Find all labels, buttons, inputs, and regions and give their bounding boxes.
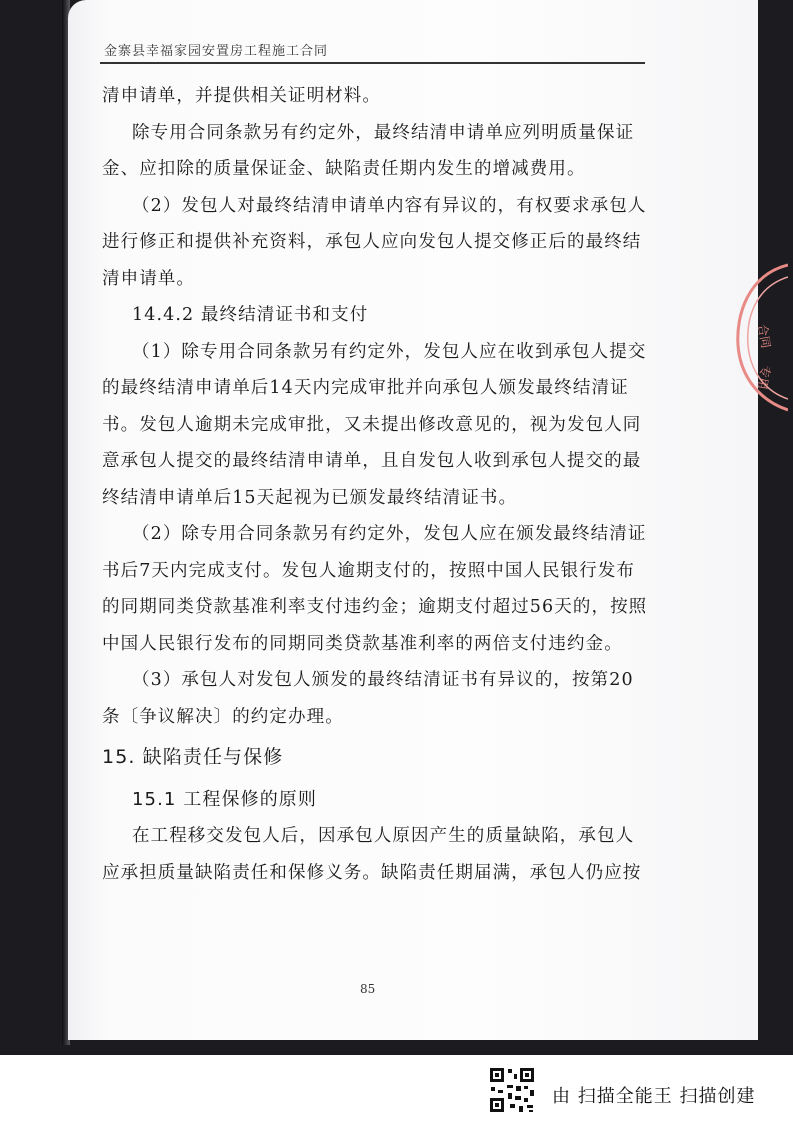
section-15-1-heading: 15.1 工程保修的原则	[132, 788, 317, 810]
header-rule	[100, 62, 645, 64]
svg-text:合同: 合同	[755, 323, 774, 350]
running-header: 金寨县幸福家园安置房工程施工合同	[104, 44, 329, 59]
paragraph-clause-1-approval: （1）除专用合同条款另有约定外，发包人应在收到承包人提交的最终结清申请单后14天内完成审批并向承包人颁发最终结清证书。发包人逾期未完成审批，又未提出修改意见的，视为发包人同意承包人提交的最终结清申请单，且自发包人收到承包人提交的最终结清申请单后15天起视为已颁发最终结清证书。	[102, 341, 647, 508]
body-text	[102, 78, 650, 891]
paragraph-warranty-principle: 在工程移交发包人后，因承包人原因产生的质量缺陷，承包人应承担质量缺陷责任和保修义务。缺陷责任期届满，承包人仍应按	[102, 826, 642, 883]
paragraph-clause-3-dispute: （3）承包人对发包人颁发的最终结清证书有异议的，按第20条〔争议解决〕的约定办理。	[102, 670, 634, 727]
svg-text:专用: 专用	[754, 364, 773, 391]
clause-14-4-2-heading: 14.4.2 最终结清证书和支付	[132, 305, 369, 325]
paragraph-final-settlement-list: 除专用合同条款另有约定外，最终结清申请单应列明质量保证金、应扣除的质量保证金、缺陷责任期内发生的增减费用。	[102, 122, 635, 179]
scanner-watermark: 由 扫描全能王 扫描创建	[552, 1086, 756, 1107]
red-seal-stamp	[728, 255, 788, 415]
paragraph-continuation: 清申请单，并提供相关证明材料。	[102, 86, 381, 106]
qr-code-icon	[488, 1066, 536, 1114]
page-number: 85	[360, 982, 376, 996]
section-15-heading: 15. 缺陷责任与保修	[102, 746, 284, 768]
paragraph-clause-2-objection: （2）发包人对最终结清申请单内容有异议的，有权要求承包人进行修正和提供补充资料，承包人应向发包人提交修正后的最终结清申请单。	[102, 195, 647, 289]
paragraph-clause-2-payment: （2）除专用合同条款另有约定外，发包人应在颁发最终结清证书后7天内完成支付。发包人逾期支付的，按照中国人民银行发布的同期同类贷款基准利率支付违约金；逾期支付超过56天的，按照中国人民银行发布的同期同类贷款基准利率的两倍支付违约金。	[102, 524, 648, 654]
